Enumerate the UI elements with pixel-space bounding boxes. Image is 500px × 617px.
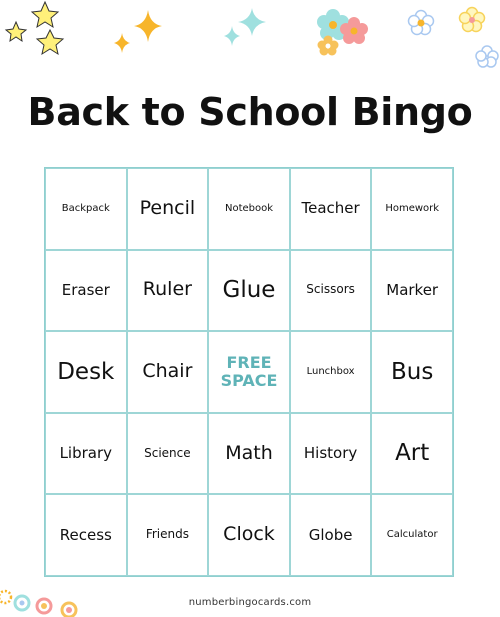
bingo-cell[interactable]: Pencil xyxy=(127,168,209,250)
footer-site-url: numberbingocards.com xyxy=(188,597,312,608)
flower-icon xyxy=(460,8,485,32)
bingo-cell[interactable]: Friends xyxy=(127,494,209,576)
star-icon xyxy=(6,22,26,41)
bingo-cell[interactable]: Science xyxy=(127,413,209,495)
page-title: Back to School Bingo xyxy=(27,90,473,134)
bingo-cell[interactable]: Scissors xyxy=(290,250,372,332)
bingo-cell[interactable]: Notebook xyxy=(208,168,290,250)
bingo-cell[interactable]: Calculator xyxy=(371,494,453,576)
sparkle-icon xyxy=(114,33,130,53)
bingo-cell[interactable]: Homework xyxy=(371,168,453,250)
star-icon xyxy=(37,30,63,54)
flower-icon xyxy=(476,46,498,67)
bingo-cell[interactable]: Glue xyxy=(208,250,290,332)
bingo-cell[interactable]: History xyxy=(290,413,372,495)
bingo-cell[interactable]: Desk xyxy=(45,331,127,413)
bingo-cell[interactable]: Teacher xyxy=(290,168,372,250)
bingo-cell[interactable]: Ruler xyxy=(127,250,209,332)
bingo-cell[interactable]: Lunchbox xyxy=(290,331,372,413)
bingo-cell[interactable]: Art xyxy=(371,413,453,495)
bingo-cell[interactable]: Marker xyxy=(371,250,453,332)
bingo-board xyxy=(44,167,454,577)
bingo-cell[interactable]: Chair xyxy=(127,331,209,413)
bingo-cell[interactable]: Library xyxy=(45,413,127,495)
bingo-cell[interactable]: Eraser xyxy=(45,250,127,332)
bingo-cell[interactable]: Backpack xyxy=(45,168,127,250)
bingo-cell[interactable]: Globe xyxy=(290,494,372,576)
bingo-cell[interactable]: Math xyxy=(208,413,290,495)
flower-icon xyxy=(409,11,434,35)
bingo-cell[interactable]: Recess xyxy=(45,494,127,576)
sparkle-icon xyxy=(238,8,266,36)
bingo-cell[interactable]: Bus xyxy=(371,331,453,413)
free-space-cell[interactable]: FREE SPACE xyxy=(208,331,290,413)
star-icon xyxy=(32,2,58,27)
bingo-cell[interactable]: Clock xyxy=(208,494,290,576)
sparkle-icon xyxy=(134,10,162,42)
sparkle-icon xyxy=(224,26,240,46)
